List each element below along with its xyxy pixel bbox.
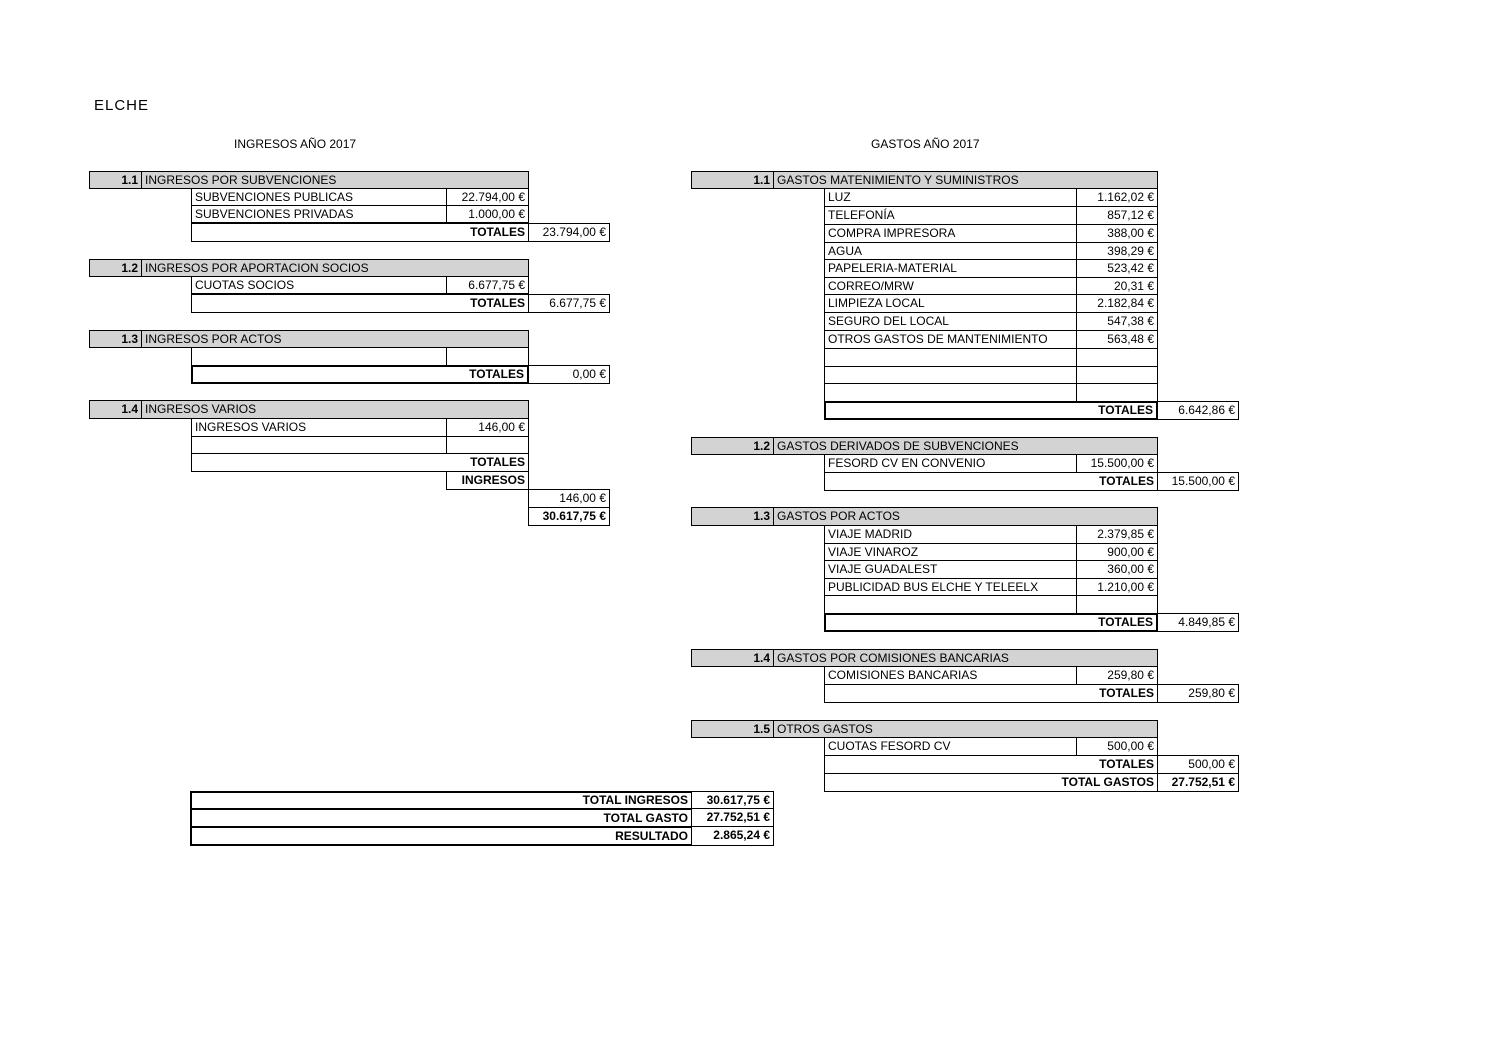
gastos-row-value: 2.379,85 €: [1076, 525, 1158, 544]
gastos-row-value: 900,00 €: [1076, 543, 1158, 561]
total-ingresos-value: 30.617,75 €: [691, 791, 774, 810]
gastos-row-label: CUOTAS FESORD CV: [824, 737, 1077, 756]
ingresos-1-2-num: 1.2: [89, 259, 142, 277]
ingresos-1-2-total: 6.677,75 €: [528, 294, 610, 313]
gastos-row-label: FESORD CV EN CONVENIO: [824, 454, 1077, 473]
gastos-empty-cell: [1076, 348, 1158, 367]
gastos-row-label: PAPELERIA-MATERIAL: [824, 259, 1077, 278]
gastos-empty-cell: [824, 383, 1077, 402]
ingresos-grand-total: 30.617,75 €: [528, 507, 610, 526]
ingresos-row-label: CUOTAS SOCIOS: [191, 276, 447, 294]
gastos-row-label: SEGURO DEL LOCAL: [824, 312, 1077, 331]
gastos-1-2-title: GASTOS DERIVADOS DE SUBVENCIONES: [773, 437, 1158, 455]
gastos-1-3-total: 4.849,85 €: [1157, 613, 1239, 632]
total-gasto-value: 27.752,51 €: [691, 808, 774, 828]
gastos-row-value: 500,00 €: [1076, 737, 1158, 756]
gastos-empty-cell: [824, 595, 1077, 614]
gastos-1-1-title: GASTOS MATENIMIENTO Y SUMINISTROS: [773, 171, 1158, 189]
gastos-1-2-totales-label: TOTALES: [824, 472, 1158, 491]
ingresos-row-value: 1.000,00 €: [446, 205, 529, 223]
gastos-empty-cell: [1076, 383, 1158, 402]
gastos-1-3-totales-label: TOTALES: [824, 613, 1158, 632]
gastos-1-4-num: 1.4: [691, 649, 774, 667]
gastos-1-5-totales-label: TOTALES: [824, 755, 1158, 774]
gastos-row-value: 398,29 €: [1076, 242, 1158, 260]
gastos-empty-cell: [824, 366, 1077, 384]
total-gasto-label: TOTAL GASTO: [190, 808, 693, 828]
gastos-row-value: 1.210,00 €: [1076, 578, 1158, 596]
gastos-1-4-totales-label: TOTALES: [824, 684, 1158, 703]
ingresos-1-4-total: 146,00 €: [528, 489, 610, 508]
gastos-1-2-total: 15.500,00 €: [1157, 472, 1239, 491]
gastos-row-label: TELEFONÍA: [824, 206, 1077, 225]
total-ingresos-label: TOTAL INGRESOS: [190, 791, 693, 810]
gastos-row-value: 259,80 €: [1076, 666, 1158, 685]
ingresos-empty-cell: [446, 347, 529, 366]
gastos-row-label: LIMPIEZA LOCAL: [824, 294, 1077, 313]
ingresos-1-1-num: 1.1: [89, 171, 142, 189]
gastos-row-label: COMPRA IMPRESORA: [824, 224, 1077, 243]
total-gastos-label: TOTAL GASTOS: [824, 773, 1158, 792]
ingresos-empty-cell: [191, 436, 447, 454]
gastos-row-value: 2.182,84 €: [1076, 294, 1158, 313]
gastos-row-label: VIAJE MADRID: [824, 525, 1077, 544]
ingresos-1-1-total: 23.794,00 €: [528, 223, 610, 242]
gastos-row-label: PUBLICIDAD BUS ELCHE Y TELEELX: [824, 578, 1077, 596]
resultado-label: RESULTADO: [190, 826, 693, 846]
gastos-row-label: COMISIONES BANCARIAS: [824, 666, 1077, 685]
gastos-1-5-num: 1.5: [691, 720, 774, 738]
gastos-empty-cell: [1076, 595, 1158, 614]
gastos-row-value: 857,12 €: [1076, 206, 1158, 225]
gastos-1-1-total: 6.642,86 €: [1157, 401, 1239, 420]
ingresos-row-label: INGRESOS VARIOS: [191, 418, 447, 437]
gastos-row-label: VIAJE VINAROZ: [824, 543, 1077, 561]
ingresos-label: INGRESOS: [446, 471, 529, 490]
ingresos-row-value: 146,00 €: [446, 418, 529, 437]
ingresos-title: INGRESOS AÑO 2017: [234, 137, 357, 151]
gastos-row-label: AGUA: [824, 242, 1077, 260]
gastos-empty-cell: [824, 348, 1077, 367]
gastos-row-value: 563,48 €: [1076, 330, 1158, 349]
gastos-title: GASTOS AÑO 2017: [871, 137, 980, 151]
ingresos-1-3-totales-label: TOTALES: [191, 365, 529, 384]
gastos-1-1-totales-label: TOTALES: [824, 401, 1158, 420]
gastos-1-4-title: GASTOS POR COMISIONES BANCARIAS: [773, 649, 1158, 667]
gastos-row-label: OTROS GASTOS DE MANTENIMIENTO: [824, 330, 1077, 349]
ingresos-1-4-num: 1.4: [89, 400, 142, 419]
ingresos-1-3-total: 0,00 €: [528, 365, 610, 384]
gastos-row-value: 360,00 €: [1076, 560, 1158, 579]
gastos-row-value: 1.162,02 €: [1076, 188, 1158, 207]
ingresos-empty-cell: [191, 347, 447, 366]
gastos-row-value: 20,31 €: [1076, 277, 1158, 295]
gastos-1-5-total: 500,00 €: [1157, 755, 1239, 774]
gastos-1-2-num: 1.2: [691, 437, 774, 455]
gastos-1-4-total: 259,80 €: [1157, 684, 1239, 703]
ingresos-1-1-title: INGRESOS POR SUBVENCIONES: [141, 171, 529, 189]
ingresos-1-4-title: INGRESOS VARIOS: [141, 400, 529, 419]
gastos-empty-cell: [1076, 366, 1158, 384]
gastos-1-1-num: 1.1: [691, 171, 774, 189]
gastos-1-3-title: GASTOS POR ACTOS: [773, 507, 1158, 526]
gastos-row-value: 547,38 €: [1076, 312, 1158, 331]
resultado-value: 2.865,24 €: [691, 826, 774, 846]
ingresos-row-value: 6.677,75 €: [446, 276, 529, 294]
gastos-row-label: LUZ: [824, 188, 1077, 207]
gastos-row-value: 523,42 €: [1076, 259, 1158, 278]
ingresos-1-1-totales-label: TOTALES: [191, 223, 529, 242]
ingresos-empty-cell: [446, 436, 529, 454]
gastos-row-label: VIAJE GUADALEST: [824, 560, 1077, 579]
total-gastos-value: 27.752,51 €: [1157, 773, 1239, 792]
ingresos-row-label: SUBVENCIONES PUBLICAS: [191, 188, 447, 206]
ingresos-row-label: SUBVENCIONES PRIVADAS: [191, 205, 447, 223]
ingresos-1-3-num: 1.3: [89, 330, 142, 348]
ingresos-1-2-title: INGRESOS POR APORTACION SOCIOS: [141, 259, 529, 277]
gastos-1-5-title: OTROS GASTOS: [773, 720, 1158, 738]
ingresos-row-value: 22.794,00 €: [446, 188, 529, 206]
ingresos-1-4-totales-label: TOTALES: [191, 453, 529, 472]
ingresos-1-2-totales-label: TOTALES: [191, 294, 529, 313]
gastos-row-value: 388,00 €: [1076, 224, 1158, 243]
gastos-row-label: CORREO/MRW: [824, 277, 1077, 295]
gastos-row-value: 15.500,00 €: [1076, 454, 1158, 473]
ingresos-1-3-title: INGRESOS POR ACTOS: [141, 330, 529, 348]
gastos-1-3-num: 1.3: [691, 507, 774, 526]
city-title: ELCHE: [94, 97, 150, 114]
